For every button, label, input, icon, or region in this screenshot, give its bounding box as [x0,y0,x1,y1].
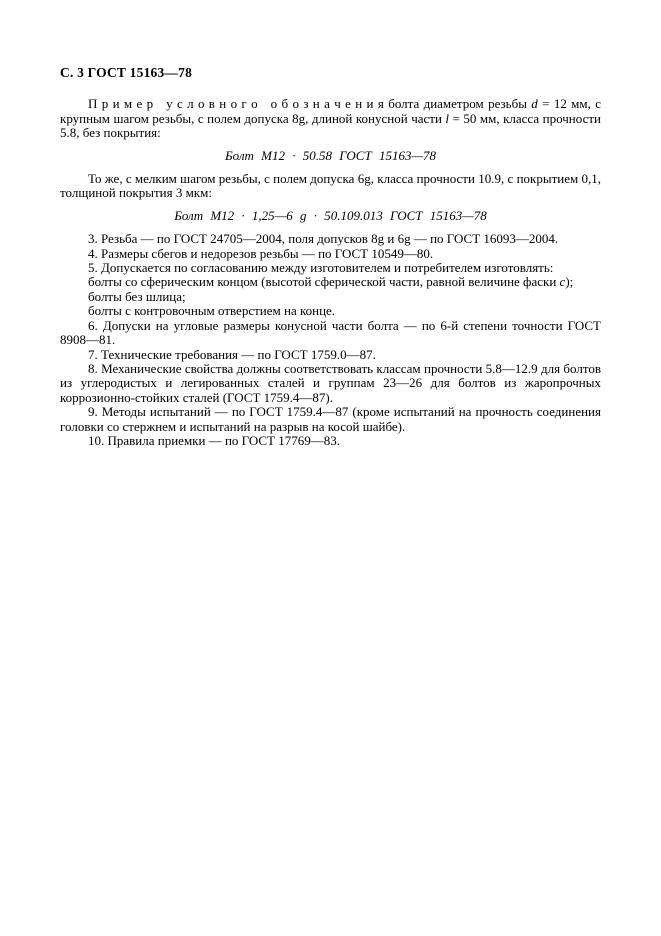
text-block [60,66,601,448]
clause-10: 10. Правила приемки — по ГОСТ 17769—83. [88,432,341,448]
variable-d: d [531,96,538,112]
example-text-a: болта диаметром резьбы [388,96,532,112]
clause-9: 9. Методы испытаний — по ГОСТ 1759.4—87 (кроме испытаний на прочность соединения головки со стержнем и испытаний на разрыв на косой шайбе). [60,404,601,434]
clause-3: 3. Резьба — по ГОСТ 24705—2004, поля допусков 8g и 6g — по ГОСТ 16093—2004. [88,231,559,247]
clause-6: 6. Допуски на угловые размеры конусной части болта — по 6-й степени точности ГОСТ 8908—81. [60,317,601,348]
clause-5-sub-1-text-b: ); [565,274,574,290]
clause-5-sub-2: болты без шлица; [88,288,186,304]
clause-8: 8. Механические свойства должны соответствовать классам прочности 5.8—12.9 для болтов из углеродистых и легированных сталей и группам 23—26 для болтов из жаропрочных коррозионно-стойких сталей (ГОСТ 1759.4—87). [60,360,601,405]
example-text-b: = 12 мм, с крупным шагом резьбы, с полем допуска 8g, длиной конусной части [60,96,601,126]
clause-5-sub-1-text-a: болты со сферическим концом (высотой сферической части, равной величине фаски [88,274,560,290]
example-lead-spaced: П р и м е р у с л о в н о г о о б о з н а ч е н и я [88,96,384,112]
bolt-designation-1: Болт М12 · 50.58 ГОСТ 15163—78 [224,147,437,163]
clause-4: 4. Размеры сбегов и недорезов резьбы — по ГОСТ 10549—80. [88,245,434,261]
example-text-c: = 50 мм, класса прочности 5.8, без покрытия: [60,110,601,141]
clause-5-sub-1 [60,275,601,289]
clause-5-sub-3: болты с контровочным отверстием на конце. [88,303,336,319]
paragraph-example-2: То же, с мелким шагом резьбы, с полем допуска 6g, класса прочности 10.9, с покрытием 0,1, толщиной покрытия 3 мкм: [60,171,601,201]
variable-c: c [559,274,566,290]
bolt-designation-2: Болт М12 · 1,25—6 g · 50.109.013 ГОСТ 15163—78 [174,207,487,223]
paragraph-example-1 [60,97,601,140]
clause-7: 7. Технические требования — по ГОСТ 1759.0—87. [88,346,376,362]
page-header: С. 3 ГОСТ 15163—78 [60,65,193,80]
clause-5: 5. Допускается по согласованию между изготовителем и потребителем изготовлять: [88,260,554,276]
variable-l: l [445,110,450,126]
